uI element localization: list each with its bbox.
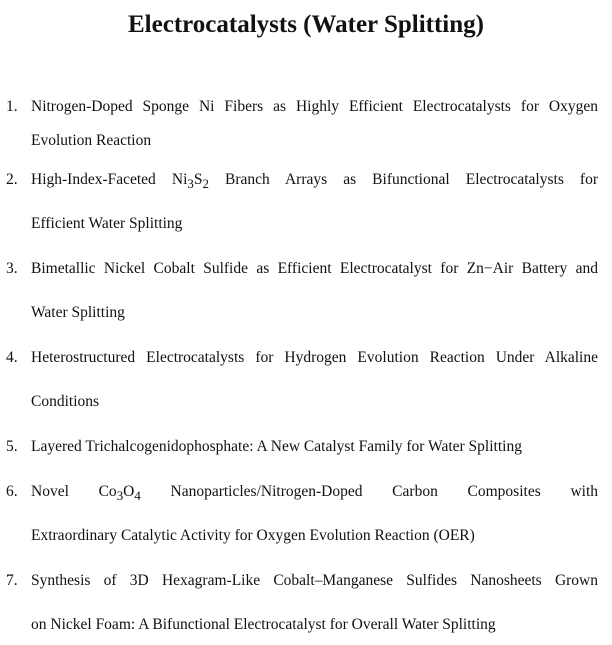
title-line-1: Synthesis of 3D Hexagram-Like Cobalt–Manganese Sulfides Nanosheets Grown [31, 572, 598, 589]
subscript: 4 [134, 488, 141, 504]
title-line-1: Nitrogen-Doped Sponge Ni Fibers as Highly Efficient Electrocatalysts for Oxygen [31, 98, 598, 115]
page-title: Electrocatalysts (Water Splitting) [128, 11, 484, 38]
subscript: 2 [202, 176, 209, 192]
subscript: 3 [116, 488, 124, 504]
item-number: 3. [6, 260, 18, 277]
title-line-1: Layered Trichalcogenidophosphate: A New Catalyst Family for Water Splitting [31, 438, 522, 455]
item-number: 1. [6, 98, 18, 115]
title-line-2: Extraordinary Catalytic Activity for Oxygen Evolution Reaction (OER) [31, 527, 475, 544]
title-text: O [123, 483, 135, 500]
title-line-1: Heterostructured Electrocatalysts for Hydrogen Evolution Reaction Under Alkaline [31, 349, 598, 366]
item-number: 7. [6, 572, 18, 589]
item-number: 6. [6, 483, 18, 500]
title-line-2: on Nickel Foam: A Bifunctional Electrocatalyst for Overall Water Splitting [31, 616, 496, 633]
title-line-2: Conditions [31, 393, 100, 410]
title-line-2: Evolution Reaction [31, 132, 152, 149]
item-number: 2. [6, 171, 18, 188]
title-line-1 [31, 481, 598, 507]
title-text: S [193, 171, 203, 188]
item-number: 5. [6, 438, 18, 455]
title-line-2: Water Splitting [31, 304, 125, 321]
title-line-2: Efficient Water Splitting [31, 215, 183, 232]
title-line-1 [31, 169, 598, 195]
title-text: Nanoparticles/Nitrogen-Doped Carbon Composites with [140, 483, 598, 500]
title-text: Novel Co [31, 483, 117, 500]
subscript: 3 [187, 176, 194, 192]
title-line-1: Bimetallic Nickel Cobalt Sulfide as Efficient Electrocatalyst for Zn−Air Battery and [31, 260, 598, 277]
title-text: High-Index-Faceted Ni [31, 171, 188, 188]
item-number: 4. [6, 349, 18, 366]
title-text: Branch Arrays as Bifunctional Electrocatalysts for [208, 171, 598, 188]
